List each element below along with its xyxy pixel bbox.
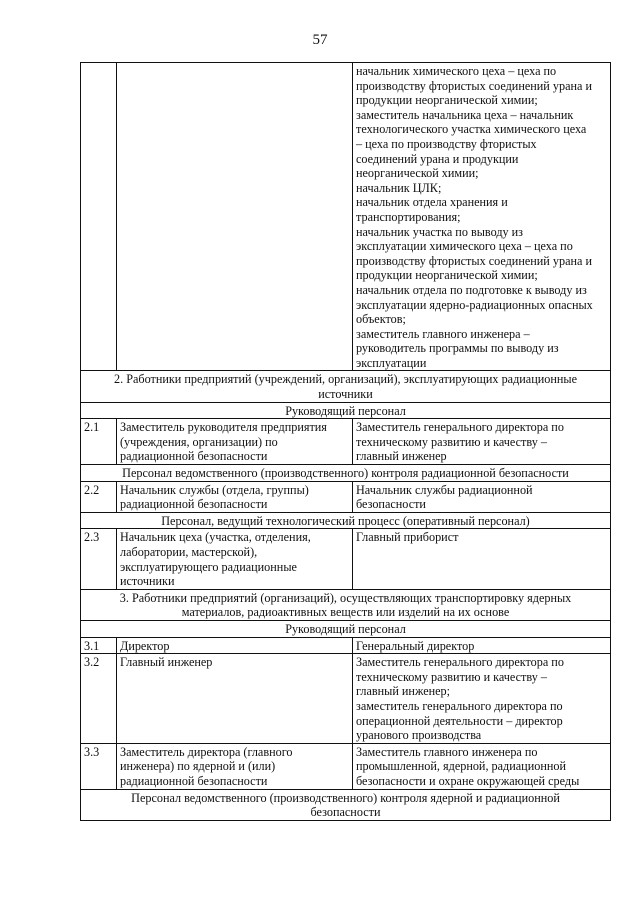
- text-line: руководитель программы по выводу из: [356, 341, 559, 356]
- text-line: продукции неорганической химии;: [356, 268, 538, 283]
- row-number: 2.2: [81, 481, 117, 512]
- row-number-cell: [81, 63, 117, 371]
- section-2-control-heading: Персонал ведомственного (производственного) контроля радиационной безопасности: [81, 465, 611, 482]
- text-line: промышленной, ядерной, радиационной: [356, 759, 566, 774]
- table-row: [81, 637, 611, 654]
- table-row: [81, 743, 611, 789]
- page-number: 57: [312, 32, 328, 48]
- text-line: техническому развитию и качеству –: [356, 669, 547, 684]
- text-line: Директор: [120, 638, 170, 653]
- text-line: заместитель главного инженера –: [356, 326, 530, 341]
- row-number: 2.1: [81, 419, 117, 465]
- text-line: Заместитель генерального директора по: [356, 420, 564, 435]
- text-line: производству фтористых соединений урана и: [356, 253, 592, 268]
- text-line: материалов, радиоактивных веществ или изделий на их основе: [181, 605, 510, 620]
- text-line: Начальник цеха (участка, отделения,: [120, 530, 311, 545]
- text-line: радиационной безопасности: [120, 449, 268, 464]
- equivalent-position-cell: [353, 529, 611, 589]
- section-2-heading: [81, 371, 611, 402]
- position-cell: [117, 529, 353, 589]
- text-line: инженера) по ядерной и (или): [120, 759, 276, 774]
- text-line: главный инженер: [356, 449, 447, 464]
- text-line: Персонал ведомственного (производственного) контроля ядерной и радиационной: [131, 790, 560, 805]
- position-cell: [117, 481, 353, 512]
- text-line: Заместитель генерального директора по: [356, 655, 564, 670]
- text-line: техническому развитию и качеству –: [356, 434, 547, 449]
- subsection-row: [81, 512, 611, 529]
- section-heading-row: [81, 371, 611, 402]
- equivalent-position-cell: [353, 743, 611, 789]
- row-number: 3.1: [81, 637, 117, 654]
- text-line: – цеха по производству фтористых: [356, 136, 537, 151]
- equivalent-position-cell: [353, 419, 611, 465]
- equivalent-position-cell: [353, 654, 611, 744]
- text-line: Генеральный директор: [356, 638, 475, 653]
- text-line: начальник химического цеха – цеха по: [356, 64, 557, 78]
- position-cell: [117, 654, 353, 744]
- text-line: эксплуатации химического цеха – цеха по: [356, 239, 573, 254]
- equivalent-position-cell: [353, 637, 611, 654]
- subsection-row: [81, 465, 611, 482]
- equivalent-position-cell: [353, 481, 611, 512]
- text-line: безопасности: [356, 497, 426, 512]
- table-row: [81, 419, 611, 465]
- section-2-management-heading: Руководящий персонал: [81, 402, 611, 419]
- text-line: 2. Работники предприятий (учреждений, организаций), эксплуатирующих радиационные: [114, 372, 577, 387]
- text-line: радиационной безопасности: [120, 773, 268, 788]
- text-line: Главный инженер: [120, 655, 213, 670]
- text-line: Начальник службы (отдела, группы): [120, 482, 309, 497]
- section-3-heading: [81, 589, 611, 620]
- text-line: заместитель начальника цеха – начальник: [356, 107, 574, 122]
- text-line: (учреждения, организации) по: [120, 434, 278, 449]
- section-heading-row: [81, 589, 611, 620]
- subsection-row: [81, 789, 611, 820]
- text-line: объектов;: [356, 312, 406, 327]
- text-line: уранового производства: [356, 728, 482, 743]
- equivalent-position-cell: [353, 63, 611, 371]
- text-line: соединений урана и продукции: [356, 151, 519, 166]
- text-line: источники: [318, 387, 373, 402]
- section-3-management-heading: Руководящий персонал: [81, 620, 611, 637]
- positions-table: [80, 62, 611, 821]
- table-row-continuation: [81, 63, 611, 371]
- text-line: главный инженер;: [356, 684, 451, 699]
- row-number: 2.3: [81, 529, 117, 589]
- position-cell: [117, 419, 353, 465]
- text-line: радиационной безопасности: [120, 497, 268, 512]
- text-line: начальник отдела хранения и: [356, 195, 508, 210]
- position-cell: [117, 743, 353, 789]
- text-line: Заместитель главного инженера по: [356, 744, 538, 759]
- position-cell: [117, 63, 353, 371]
- section-2-operational-heading: Персонал, ведущий технологический процесс (оперативный персонал): [81, 512, 611, 529]
- subsection-row: [81, 620, 611, 637]
- text-line: Начальник службы радиационной: [356, 482, 533, 497]
- text-line: безопасности: [310, 805, 381, 820]
- text-line: Заместитель директора (главного: [120, 744, 293, 759]
- text-line: неорганической химии;: [356, 166, 479, 181]
- subsection-row: [81, 402, 611, 419]
- text-line: Главный приборист: [356, 530, 459, 545]
- text-line: Заместитель руководителя предприятия: [120, 420, 327, 435]
- text-line: безопасности и охране окружающей среды: [356, 773, 580, 788]
- row-number: 3.2: [81, 654, 117, 744]
- text-line: транспортирования;: [356, 209, 461, 224]
- text-line: начальник участка по выводу из: [356, 224, 523, 239]
- text-line: источники: [120, 574, 175, 589]
- text-line: начальник ЦЛК;: [356, 180, 442, 195]
- text-line: технологического участка химического цеха: [356, 122, 587, 137]
- text-line: эксплуатации ядерно-радиационных опасных: [356, 297, 593, 312]
- section-3-control-heading: [81, 789, 611, 820]
- row-number: 3.3: [81, 743, 117, 789]
- text-line: 3. Работники предприятий (организаций), осуществляющих транспортировку ядерных: [119, 590, 572, 605]
- table-row: [81, 529, 611, 589]
- text-line: производству фтористых соединений урана и: [356, 78, 592, 93]
- table-row: [81, 481, 611, 512]
- text-line: эксплуатирующего радиационные: [120, 559, 297, 574]
- table-row: [81, 654, 611, 744]
- text-line: начальник отдела по подготовке к выводу из: [356, 282, 587, 297]
- position-cell: [117, 637, 353, 654]
- text-line: лаборатории, мастерской),: [120, 545, 258, 559]
- text-line: операционной деятельности – директор: [356, 713, 563, 728]
- text-line: продукции неорганической химии;: [356, 93, 538, 108]
- text-line: заместитель генерального директора по: [356, 698, 563, 713]
- text-line: эксплуатации: [356, 355, 427, 370]
